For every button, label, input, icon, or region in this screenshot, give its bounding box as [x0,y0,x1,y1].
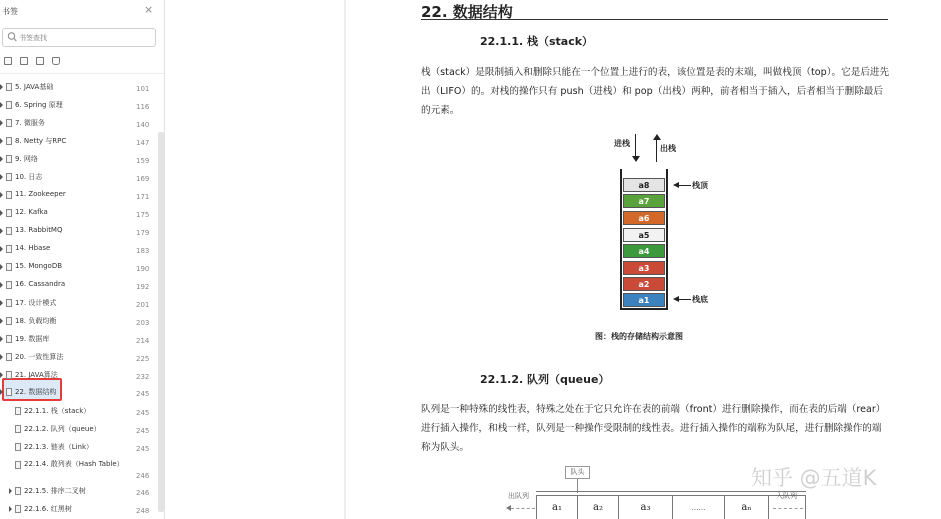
document-icon [6,245,12,253]
bottom-pointer-line [678,299,691,300]
toolbar-divider [0,73,165,74]
stack-cell-label: a7 [638,197,650,206]
document-icon [6,335,12,343]
expand-arrow-icon[interactable] [0,174,3,180]
bookmark-item-selected[interactable] [0,386,158,402]
queue-paragraph: 队列是一种特殊的线性表，特殊之处在于它只允许在表的前端（front）进行删除操作，而在表的后端（rear）进行插入操作，和栈一样，队列是一种操作受限制的线性表。进行插入操作的端称为队尾，进行删除操作的端称为队头。 [421,404,886,453]
document-icon [6,371,12,379]
expand-arrow-icon[interactable] [0,318,3,324]
bookmark-icon[interactable] [52,57,60,65]
stack-cell-label: a3 [638,264,650,273]
expand-arrow-icon[interactable] [0,282,3,288]
bookmark-item[interactable] [0,333,158,349]
bookmark-subitem[interactable] [0,503,158,519]
bookmark-subitem[interactable] [0,485,158,501]
document-icon [6,83,12,91]
bookmark-subitem[interactable] [0,405,158,421]
document-icon [6,388,12,396]
expand-arrow-icon[interactable] [0,102,3,108]
add-bookmark-icon[interactable] [36,57,44,65]
bookmark-page: 201 [136,301,150,309]
document-icon [6,317,12,325]
bookmark-page: 175 [136,211,150,219]
document-icon [6,209,12,217]
bookmark-page: 140 [136,121,150,129]
expand-all-icon[interactable] [4,57,12,65]
bookmark-label: 8. Netty 与RPC [15,137,67,145]
document-icon [15,461,21,469]
bookmark-label: 21. JAVA算法 [15,371,58,379]
bookmark-label: 16. Cassandra [15,280,66,288]
bookmark-item[interactable] [0,117,158,133]
expand-arrow-icon[interactable] [0,120,3,126]
document-icon [6,299,12,307]
queue-head-label: 队头 [565,466,590,479]
bookmark-label: 12. Kafka [15,208,48,216]
expand-arrow-icon[interactable] [0,300,3,306]
bookmark-label: 6. Spring 原理 [15,101,63,109]
document-icon [6,263,12,271]
document-icon [15,487,21,495]
bookmark-item[interactable] [0,135,158,151]
expand-arrow-icon[interactable] [0,372,3,378]
bookmark-page: 171 [136,193,150,201]
bookmark-panel-header [0,0,165,22]
bookmark-label: 11. Zookeeper [15,190,66,198]
bookmark-search-input[interactable] [19,32,149,44]
bookmark-item[interactable] [0,279,158,295]
bookmark-panel-title: 书签 [2,7,18,16]
queue-cell: aₙ [725,496,769,519]
expand-arrow-icon[interactable] [9,488,12,494]
bookmark-page: 159 [136,157,150,165]
bookmark-item[interactable] [0,243,158,259]
bookmark-item[interactable] [0,153,158,169]
bookmark-page: 179 [136,229,150,237]
push-label: 进栈 [614,139,630,148]
bookmark-page: 147 [136,139,150,147]
bookmark-panel [0,0,165,519]
stack-cell [623,277,665,291]
bookmark-item[interactable] [0,261,158,277]
enqueue-line [773,508,803,509]
expand-arrow-icon[interactable] [0,228,3,234]
stack-cell [623,178,665,192]
bookmark-label: 22.1.6. 红黑树 [24,505,72,513]
bookmark-page: 203 [136,319,150,327]
bookmark-page: 214 [136,337,150,345]
stack-cell [623,293,665,307]
viewer-background [166,0,346,519]
expand-arrow-icon[interactable] [0,192,3,198]
stack-cell-label: a1 [638,296,650,305]
chapter-rule [421,19,888,20]
bookmark-item[interactable] [0,225,158,241]
page-shadow [344,0,346,519]
bookmark-label: 5. JAVA基础 [15,83,54,91]
expand-arrow-icon[interactable] [0,84,3,90]
stack-cell-label: a8 [638,181,650,190]
stack-cell-label: a5 [638,231,650,240]
expand-arrow-icon[interactable] [0,389,3,395]
bookmark-item[interactable] [0,297,158,313]
bookmark-item[interactable] [0,99,158,115]
document-page [347,0,941,519]
push-arrow [635,134,636,156]
expand-arrow-icon[interactable] [0,354,3,360]
expand-arrow-icon[interactable] [0,156,3,162]
bookmark-label: 22.1.1. 栈（stack） [24,407,91,415]
queue-cell: a₂ [578,496,619,519]
queue-cell: …… [673,496,725,519]
sidebar-scrollbar[interactable] [158,132,164,512]
document-icon [6,101,12,109]
bookmark-label: 13. RabbitMQ [15,226,63,234]
bookmark-item[interactable] [0,171,158,187]
pop-label: 出栈 [660,144,676,153]
bookmark-search-box[interactable] [2,28,156,47]
top-pointer-line [678,185,691,186]
expand-arrow-icon[interactable] [0,210,3,216]
section-heading-stack: 22.1.1. 栈（stack） [480,35,594,48]
bookmark-label: 14. Hbase [15,244,51,252]
stack-bottom-label: 栈底 [692,295,708,304]
stack-cell [623,244,665,258]
bookmark-subitem[interactable] [0,459,158,481]
document-icon [6,137,12,145]
bookmark-item[interactable] [0,189,158,205]
bookmark-page: 190 [136,265,150,273]
document-icon [15,407,21,415]
stack-cell [623,261,665,275]
bookmark-item[interactable] [0,207,158,223]
pop-arrow [656,140,657,162]
expand-arrow-icon[interactable] [0,246,3,252]
section-heading-queue: 22.1.2. 队列（queue） [480,373,610,386]
stack-cell [623,228,665,242]
bookmark-item[interactable] [0,315,158,331]
document-icon [6,155,12,163]
expand-arrow-icon[interactable] [0,336,3,342]
bookmark-label: 18. 负载均衡 [15,317,57,325]
stack-top-label: 栈顶 [692,181,708,190]
stack-paragraph: 栈（stack）是限制插入和删除只能在一个位置上进行的表，该位置是表的末端，叫做栈顶（top）。它是后进先出（LIFO）的。对栈的操作只有 push（进栈）和 pop（出栈）两种，前者相当于插入，后者相当于删除最后的元素。 [421,67,890,116]
bookmark-label: 22.1.4. 散列表（Hash Table） [24,460,124,468]
bookmark-item[interactable] [0,81,158,97]
search-icon [7,31,17,43]
document-icon [6,227,12,235]
bookmark-page: 192 [136,283,150,291]
queue-cell: a₃ [619,496,673,519]
dequeue-line [511,508,535,509]
bookmark-item[interactable] [0,369,158,385]
bookmark-label: 9. 网络 [15,155,38,163]
document-icon [6,281,12,289]
stack-cell-label: a2 [638,280,650,289]
bookmark-label: 22.1.3. 链表（Link） [24,443,94,451]
queue-cell: a₁ [537,496,578,519]
bookmark-label: 10. 日志 [15,173,43,181]
enqueue-label: 入队列 [776,492,797,500]
bookmark-label: 22.1.5. 排序二叉树 [24,487,86,495]
bookmark-label: 19. 数据库 [15,335,50,343]
document-icon [15,425,21,433]
document-icon [6,191,12,199]
bookmark-page: 245 [136,445,150,453]
watermark: 知乎 @五道K [751,466,877,490]
bookmark-label: 17. 设计模式 [15,299,57,307]
bookmark-subitem[interactable] [0,423,158,439]
expand-arrow-icon[interactable] [0,264,3,270]
expand-arrow-icon[interactable] [9,506,12,512]
push-arrow-head-icon [632,156,640,162]
bookmark-item[interactable] [0,351,158,367]
bookmark-label: 7. 微服务 [15,119,45,127]
document-icon [15,443,21,451]
stack-cell [623,211,665,225]
bookmark-label: 15. MongoDB [15,262,63,270]
bookmark-page: 232 [136,373,150,381]
bookmark-page: 246 [136,489,150,497]
chapter-heading: 22. 数据结构 [421,3,513,21]
document-icon [15,505,21,513]
bookmark-page: 101 [136,85,150,93]
bookmark-page: 116 [136,103,150,111]
bookmark-page: 225 [136,355,150,363]
bookmark-label: 22.1.2. 队列（queue） [24,425,101,433]
document-icon [6,173,12,181]
bookmark-page: 248 [136,507,150,515]
document-icon [6,353,12,361]
document-icon [6,119,12,127]
bookmark-page: 246 [136,472,150,480]
stack-figure-caption: 图：栈的存储结构示意图 [595,332,683,341]
bookmark-page: 245 [136,390,150,398]
bookmark-subitem[interactable] [0,441,158,457]
collapse-all-icon[interactable] [20,57,28,65]
close-icon[interactable]: × [144,3,154,16]
bookmark-page: 169 [136,175,150,183]
bookmark-page: 183 [136,247,150,255]
stack-cell [623,194,665,208]
bookmark-label: 20. 一致性算法 [15,353,64,361]
bookmark-page: 245 [136,427,150,435]
stack-cell-label: a6 [638,214,650,223]
stack-cell-label: a4 [638,247,650,256]
bookmark-page: 245 [136,409,150,417]
dequeue-label: 出队列 [508,492,529,500]
expand-arrow-icon[interactable] [0,138,3,144]
bookmark-label: 22. 数据结构 [15,388,57,396]
